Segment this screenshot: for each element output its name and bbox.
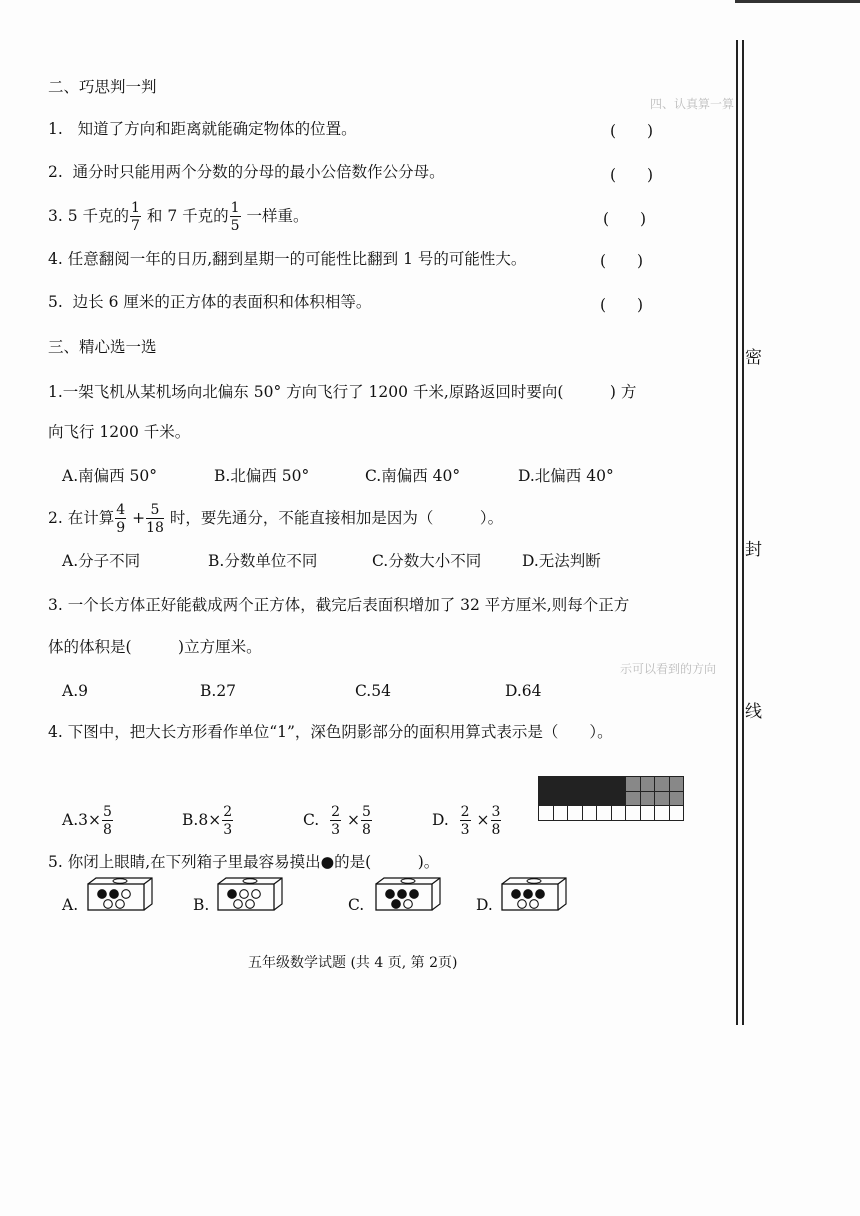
grid-cell <box>640 777 655 792</box>
judge-item-5: 5. 边长 6 厘米的正方体的表面积和体积相等。 <box>48 293 372 311</box>
grid-cell <box>669 791 684 806</box>
q3-option-b[interactable]: B.27 <box>200 682 237 700</box>
grid-cell <box>582 791 597 806</box>
judge-item-1: 1. 知道了方向和距离就能确定物体的位置。 <box>48 120 357 138</box>
ball-box-b[interactable] <box>216 876 286 912</box>
q1-option-a[interactable]: A.南偏西 50° <box>62 467 158 485</box>
q2-option-c[interactable]: C.分数大小不同 <box>372 552 482 570</box>
white-ball <box>116 900 125 909</box>
q4-option-c[interactable]: C. $\frac{2}{3}$ × $\frac{5}{8}$ <box>303 804 371 838</box>
white-ball <box>252 890 261 899</box>
choice-q3-line2: 体的体积是( )立方厘米。 <box>48 638 262 656</box>
grid-cell <box>611 791 626 806</box>
top-edge-mark <box>735 0 860 3</box>
q1-option-d[interactable]: D.北偏西 40° <box>518 467 614 485</box>
white-ball <box>240 890 249 899</box>
box-opening <box>401 879 415 883</box>
box-opening <box>243 879 257 883</box>
grid-cell <box>597 806 612 821</box>
grid-cell <box>582 777 597 792</box>
q2-option-a[interactable]: A.分子不同 <box>62 552 141 570</box>
ball-box-a[interactable] <box>86 876 156 912</box>
fraction-1-5: $\frac{1}{5}$ <box>230 200 240 234</box>
black-ball <box>410 890 419 899</box>
white-ball <box>518 900 527 909</box>
grid-cell <box>568 806 583 821</box>
q3-option-d[interactable]: D.64 <box>505 682 542 700</box>
grid-cell <box>539 791 554 806</box>
grid-cell <box>626 806 641 821</box>
black-ball <box>98 890 107 899</box>
grid-cell <box>626 777 641 792</box>
choice-q2: 2. 在计算 $\frac{4}{9}$ + $\frac{5}{18}$ 时，要先通分，不能直接相加是因为（ ）。 <box>48 502 504 536</box>
grid-cell <box>553 806 568 821</box>
q2-option-b[interactable]: B.分数单位不同 <box>208 552 318 570</box>
grid-cell <box>539 806 554 821</box>
q5-label-a[interactable]: A. <box>62 896 79 914</box>
judge-item-4: 4. 任意翻阅一年的日历,翻到星期一的可能性比翻到 1 号的可能性大。 <box>48 250 527 268</box>
answer-paren-2[interactable]: ( ) <box>610 166 654 184</box>
q2-option-d[interactable]: D.无法判断 <box>522 552 601 570</box>
answer-paren-3[interactable]: ( ) <box>603 210 647 228</box>
section3-title: 三、精心选一选 <box>48 338 157 356</box>
q5-label-d[interactable]: D. <box>476 896 493 914</box>
judge-item-2: 2. 通分时只能用两个分数的分母的最小公倍数作公分母。 <box>48 163 445 181</box>
grid-cell <box>626 791 641 806</box>
choice-q5: 5. 你闭上眼睛,在下列箱子里最容易摸出●的是( )。 <box>48 853 440 871</box>
grid-cell <box>597 791 612 806</box>
binding-char-mi: 密 <box>745 343 762 368</box>
black-ball <box>110 890 119 899</box>
fraction-5-18: $\frac{5}{18}$ <box>146 502 164 536</box>
fraction-4-9: $\frac{4}{9}$ <box>116 502 126 536</box>
judge-item-3: 3. 5 千克的 $\frac{1}{7}$ 和 7 千克的 $\frac{1}{5}$ 一样重。 <box>48 200 309 234</box>
binding-char-xian: 线 <box>745 697 762 722</box>
grid-cell <box>655 791 670 806</box>
grid-cell <box>597 777 612 792</box>
binding-line-left <box>736 40 738 1025</box>
q1-option-b[interactable]: B.北偏西 50° <box>214 467 310 485</box>
page-footer: 五年级数学试题 (共 4 页, 第 2页) <box>248 955 458 971</box>
white-ball <box>246 900 255 909</box>
binding-char-feng: 封 <box>745 535 762 560</box>
answer-paren-5[interactable]: ( ) <box>600 296 644 314</box>
white-ball <box>530 900 539 909</box>
q3-option-a[interactable]: A.9 <box>62 682 88 700</box>
unit-rectangle-grid <box>538 776 684 821</box>
q5-label-b[interactable]: B. <box>193 896 210 914</box>
black-ball <box>398 890 407 899</box>
binding-line-right <box>742 40 744 1025</box>
black-ball <box>524 890 533 899</box>
grid-cell <box>655 806 670 821</box>
bleed-text: 示可以看到的方向 <box>620 662 717 676</box>
white-ball <box>104 900 113 909</box>
choice-q1-line2: 向飞行 1200 千米。 <box>48 423 191 441</box>
white-ball <box>122 890 131 899</box>
white-ball <box>404 900 413 909</box>
choice-q3-line1: 3. 一个长方体正好能截成两个正方体，截完后表面积增加了 32 平方厘米,则每个正方 <box>48 596 630 614</box>
black-ball <box>512 890 521 899</box>
grid-cell <box>640 791 655 806</box>
q4-option-a[interactable]: A.3× $\frac{5}{8}$ <box>62 804 112 838</box>
q3-option-c[interactable]: C.54 <box>355 682 391 700</box>
answer-paren-4[interactable]: ( ) <box>600 252 644 270</box>
grid-cell <box>640 806 655 821</box>
grid-cell <box>611 777 626 792</box>
q4-option-b[interactable]: B.8× $\frac{2}{3}$ <box>182 804 233 838</box>
grid-cell <box>669 777 684 792</box>
black-ball <box>228 890 237 899</box>
grid-cell <box>655 777 670 792</box>
q5-label-c[interactable]: C. <box>348 896 365 914</box>
q4-option-d[interactable]: D. $\frac{2}{3}$ × $\frac{3}{8}$ <box>432 804 501 838</box>
box-opening <box>113 879 127 883</box>
grid-cell <box>611 806 626 821</box>
black-ball <box>536 890 545 899</box>
ball-box-d[interactable] <box>500 876 570 912</box>
choice-q1-line1: 1.一架飞机从某机场向北偏东 50° 方向飞行了 1200 千米,原路返回时要向( ) 方 <box>48 383 637 401</box>
bleed-text: 四、认真算一算 <box>650 97 735 111</box>
grid-cell <box>553 777 568 792</box>
answer-paren-1[interactable]: ( ) <box>610 122 654 140</box>
section2-title: 二、巧思判一判 <box>48 78 157 96</box>
grid-cell <box>568 791 583 806</box>
q1-option-c[interactable]: C.南偏西 40° <box>365 467 461 485</box>
grid-cell <box>669 806 684 821</box>
choice-q4: 4. 下图中，把大长方形看作单位“1”，深色阴影部分的面积用算式表示是（ ）。 <box>48 723 613 741</box>
grid-cell <box>582 806 597 821</box>
fraction-1-7: $\frac{1}{7}$ <box>131 200 140 234</box>
black-ball <box>392 900 401 909</box>
white-ball <box>234 900 243 909</box>
black-ball <box>386 890 395 899</box>
grid-cell <box>553 791 568 806</box>
grid-cell <box>539 777 554 792</box>
grid-cell <box>568 777 583 792</box>
ball-box-c[interactable] <box>374 876 444 912</box>
box-opening <box>527 879 541 883</box>
